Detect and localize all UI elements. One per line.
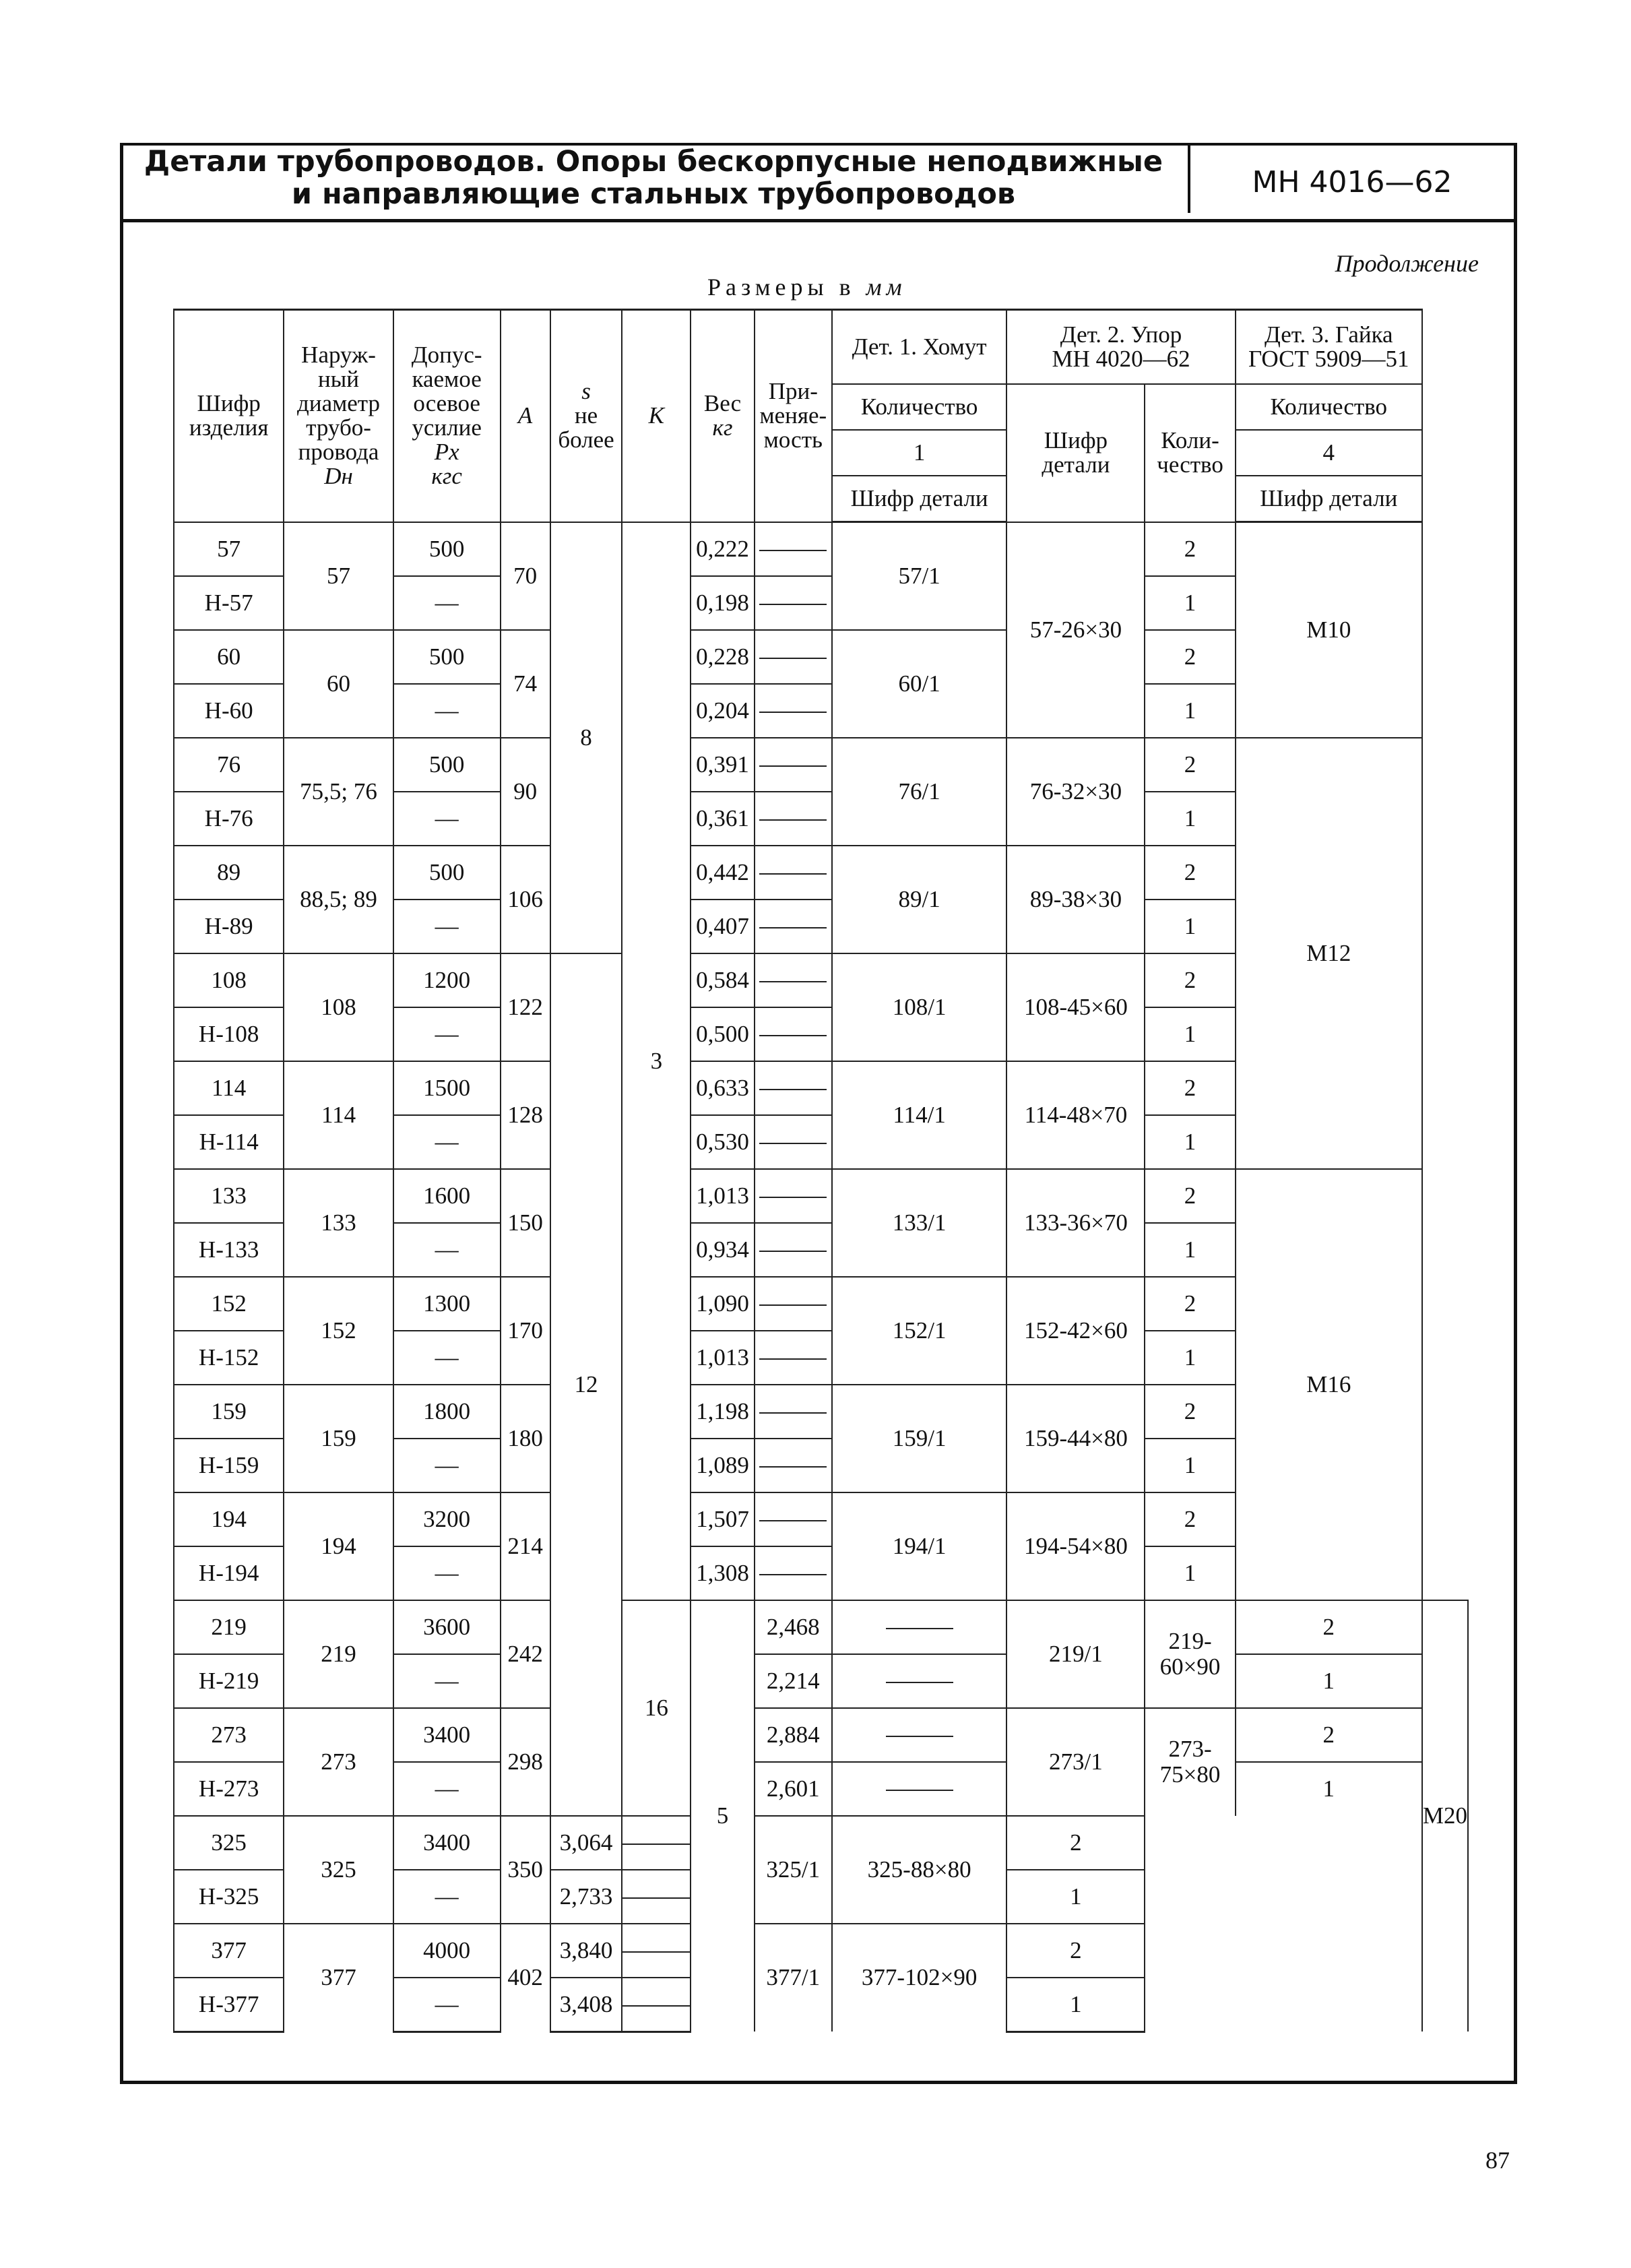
product-code: 273 (174, 1708, 284, 1762)
applicability-dash (759, 1466, 827, 1468)
weight: 3,840 (550, 1924, 622, 1978)
axial-force-dash: — (393, 576, 501, 630)
col-header-diam-label: Наруж-ный диаметр трубо-провода (297, 342, 381, 466)
det1-code: 114/1 (832, 1061, 1007, 1169)
dim-a: 106 (501, 846, 550, 953)
applicability-dash (622, 1844, 690, 1845)
s-value: 12 (550, 953, 622, 1816)
axial-force-dash: — (393, 1115, 501, 1169)
product-code: 377 (174, 1924, 284, 1978)
col-header-applic: При-меняе-мость (755, 310, 832, 522)
dim-a: 170 (501, 1277, 550, 1385)
table-row (174, 738, 1468, 792)
product-code: 108 (174, 953, 284, 1007)
applicability (755, 1385, 832, 1439)
det1-code: 76/1 (832, 738, 1007, 846)
header-row-1 (174, 310, 1468, 385)
dim-a: 122 (501, 953, 550, 1061)
s-value: 8 (550, 522, 622, 953)
dim-a: 70 (501, 522, 550, 630)
applicability-dash (759, 1520, 827, 1521)
weight: 2,884 (755, 1708, 832, 1762)
table-row (174, 522, 1468, 576)
pipe-diameter: 377 (284, 1924, 393, 2032)
dim-a: 90 (501, 738, 550, 846)
weight: 0,633 (691, 1061, 754, 1115)
pipe-diameter: 60 (284, 630, 393, 738)
det1-code: 219/1 (1006, 1600, 1145, 1708)
product-code: 57 (174, 522, 284, 576)
nut-code: М16 (1236, 1169, 1422, 1600)
frame-bottom-border (120, 2081, 1517, 2084)
det3-title-a: Дет. 3. Гайка (1264, 321, 1393, 348)
det1-qty: 1 (832, 430, 1007, 476)
col-header-weight-label: Вес (703, 390, 742, 417)
product-code: 89 (174, 846, 284, 900)
axial-force-dash: — (393, 1007, 501, 1061)
col-header-diam-symbol: Dн (324, 463, 353, 490)
det3-qty: 4 (1236, 430, 1422, 476)
s-value: 16 (622, 1600, 691, 1816)
pipe-diameter: 219 (284, 1600, 393, 1708)
weight-h: 1,308 (691, 1546, 754, 1600)
axial-force: 500 (393, 522, 501, 576)
continuation-label: Продолжение (1335, 250, 1479, 277)
det2-qty: 2 (1236, 1708, 1422, 1762)
det2-qty: 1 (1006, 1978, 1145, 2032)
applicability (755, 953, 832, 1007)
weight: 1,090 (691, 1277, 754, 1331)
applicability-dash (886, 1736, 953, 1737)
product-code-h: Н-57 (174, 576, 284, 630)
applicability-dash (759, 819, 827, 821)
pipe-diameter: 88,5; 89 (284, 846, 393, 953)
det2-qty: 2 (1145, 1169, 1235, 1223)
weight-h: 2,733 (550, 1870, 622, 1924)
product-code: 152 (174, 1277, 284, 1331)
axial-force: 500 (393, 738, 501, 792)
standard-code: МН 4016—62 (1252, 164, 1452, 199)
det2-code: 325-88×80 (832, 1816, 1007, 1924)
pipe-diameter: 114 (284, 1061, 393, 1169)
product-code-h: Н-377 (174, 1978, 284, 2032)
product-code: 325 (174, 1816, 284, 1870)
axial-force: 4000 (393, 1924, 501, 1978)
table-row (174, 1924, 1468, 1978)
det2-code: 76-32×30 (1006, 738, 1145, 846)
pipe-diameter: 75,5; 76 (284, 738, 393, 846)
det1-code: 377/1 (755, 1924, 832, 2032)
det2-code: 377-102×90 (832, 1924, 1007, 2032)
weight: 1,013 (691, 1169, 754, 1223)
applicability-dash (759, 1574, 827, 1575)
applicability-dash (759, 1035, 827, 1036)
applicability (622, 1978, 691, 2032)
applicability (755, 1546, 832, 1600)
det2-qty: 1 (1145, 1546, 1235, 1600)
det1-code: 325/1 (755, 1816, 832, 1924)
weight-h: 1,089 (691, 1439, 754, 1492)
det2-code: 108-45×60 (1006, 953, 1145, 1061)
product-code: 219 (174, 1600, 284, 1654)
det2-code: 219-60×90 (1145, 1600, 1235, 1708)
det1-code: 152/1 (832, 1277, 1007, 1385)
det3-title (1236, 310, 1422, 385)
det2-code-label: Шифр детали (1006, 384, 1145, 522)
applicability-dash (759, 1304, 827, 1306)
frame-left-border (120, 143, 123, 2083)
title-rule (120, 219, 1517, 222)
units-text: Размеры в (707, 274, 856, 301)
product-code-h: Н-152 (174, 1331, 284, 1385)
det1-code: 60/1 (832, 630, 1007, 738)
product-code-h: Н-194 (174, 1546, 284, 1600)
parts-table (173, 309, 1469, 2033)
applicability (755, 1115, 832, 1169)
product-code: 159 (174, 1385, 284, 1439)
pipe-diameter: 325 (284, 1816, 393, 1924)
product-code: 194 (174, 1492, 284, 1546)
applicability-dash (759, 981, 827, 982)
applicability (755, 1223, 832, 1277)
product-code-h: Н-76 (174, 792, 284, 846)
axial-force: 3400 (393, 1816, 501, 1870)
applicability-dash (886, 1682, 953, 1683)
det2-qty: 2 (1145, 1061, 1235, 1115)
dim-a: 242 (501, 1600, 550, 1708)
applicability-dash (759, 1251, 827, 1252)
axial-force: 3600 (393, 1600, 501, 1654)
det2-code: 194-54×80 (1006, 1492, 1145, 1600)
applicability-dash (759, 873, 827, 875)
pipe-diameter: 273 (284, 1708, 393, 1816)
applicability (622, 1870, 691, 1924)
weight-h: 0,407 (691, 900, 754, 953)
applicability (832, 1654, 1007, 1708)
det1-code: 133/1 (832, 1169, 1007, 1277)
det2-code: 159-44×80 (1006, 1385, 1145, 1492)
applicability (755, 576, 832, 630)
col-header-a: A (501, 310, 550, 522)
det2-qty: 1 (1145, 1223, 1235, 1277)
applicability (755, 1277, 832, 1331)
applicability-dash (622, 1951, 690, 1953)
det2-qty: 1 (1145, 1007, 1235, 1061)
det2-qty: 1 (1145, 900, 1235, 953)
applicability (755, 1331, 832, 1385)
applicability (755, 684, 832, 738)
det2-qty: 1 (1145, 792, 1235, 846)
pipe-diameter: 57 (284, 522, 393, 630)
col-header-diam (284, 310, 393, 522)
dim-a: 298 (501, 1708, 550, 1816)
col-header-k: K (622, 310, 691, 522)
applicability-dash (759, 1143, 827, 1144)
applicability-dash (759, 658, 827, 659)
det1-qty-label: Количество (832, 384, 1007, 430)
pipe-diameter: 159 (284, 1385, 393, 1492)
weight: 0,391 (691, 738, 754, 792)
col-header-s-symbol: s (581, 378, 591, 405)
weight-h: 0,934 (691, 1223, 754, 1277)
pipe-diameter: 108 (284, 953, 393, 1061)
det1-code: 57/1 (832, 522, 1007, 630)
weight: 0,442 (691, 846, 754, 900)
det2-title-a: Дет. 2. Упор (1060, 321, 1182, 348)
det2-qty: 1 (1145, 1439, 1235, 1492)
col-header-s (550, 310, 622, 522)
title-line-2: и направляющие стальных трубопроводов (291, 177, 1016, 211)
axial-force-dash: — (393, 1654, 501, 1708)
weight-h: 2,601 (755, 1762, 832, 1816)
applicability (832, 1600, 1007, 1654)
det1-code: 89/1 (832, 846, 1007, 953)
det2-qty-label: Коли-чество (1145, 384, 1235, 522)
col-header-force (393, 310, 501, 522)
table-row (174, 1708, 1468, 1762)
product-code-h: Н-89 (174, 900, 284, 953)
product-code: 76 (174, 738, 284, 792)
weight-h: 2,214 (755, 1654, 832, 1708)
applicability (755, 1439, 832, 1492)
det2-qty: 2 (1145, 953, 1235, 1007)
axial-force-dash: — (393, 900, 501, 953)
table-row (174, 1169, 1468, 1223)
axial-force-dash: — (393, 1331, 501, 1385)
det2-qty: 2 (1145, 1385, 1235, 1439)
det1-code: 273/1 (1006, 1708, 1145, 1816)
col-header-force-symbol: Pх (434, 439, 459, 466)
dim-a: 402 (501, 1924, 550, 2032)
axial-force-dash: — (393, 1223, 501, 1277)
applicability (755, 1492, 832, 1546)
col-header-shifr (174, 310, 284, 522)
weight: 1,507 (691, 1492, 754, 1546)
product-code-h: Н-60 (174, 684, 284, 738)
axial-force: 1200 (393, 953, 501, 1007)
product-code-h: Н-114 (174, 1115, 284, 1169)
nut-code: М12 (1236, 738, 1422, 1169)
product-code: 114 (174, 1061, 284, 1115)
pipe-diameter: 152 (284, 1277, 393, 1385)
det2-qty: 2 (1145, 630, 1235, 684)
table-row (174, 1816, 1468, 1870)
det2-code: 273-75×80 (1145, 1708, 1235, 1816)
applicability-dash (759, 712, 827, 713)
applicability (755, 1169, 832, 1223)
axial-force-dash: — (393, 684, 501, 738)
axial-force-dash: — (393, 1978, 501, 2032)
product-code-h: Н-108 (174, 1007, 284, 1061)
applicability (755, 846, 832, 900)
weight-h: 0,198 (691, 576, 754, 630)
axial-force-dash: — (393, 1870, 501, 1924)
col-header-weight-unit: кг (712, 414, 733, 441)
applicability-dash (622, 2005, 690, 2007)
det2-qty: 1 (1145, 1115, 1235, 1169)
dim-a: 128 (501, 1061, 550, 1169)
col-header-force-unit: кгс (431, 463, 462, 490)
applicability-dash (759, 1197, 827, 1198)
applicability (622, 1816, 691, 1870)
applicability-dash (759, 765, 827, 767)
table-row (174, 1600, 1468, 1654)
title-line-1: Детали трубопроводов. Опоры бескорпусные неподвижные (143, 145, 1163, 179)
det2-qty: 2 (1145, 846, 1235, 900)
det2-code: 152-42×60 (1006, 1277, 1145, 1385)
applicability-dash (759, 550, 827, 551)
det2-qty: 2 (1145, 522, 1235, 576)
applicability-dash (622, 1897, 690, 1899)
weight: 2,468 (755, 1600, 832, 1654)
applicability (755, 1061, 832, 1115)
det2-qty: 2 (1006, 1924, 1145, 1978)
det2-qty: 2 (1145, 1277, 1235, 1331)
det2-code: 57-26×30 (1006, 522, 1145, 738)
weight: 1,198 (691, 1385, 754, 1439)
applicability (832, 1762, 1007, 1816)
axial-force-dash: — (393, 1546, 501, 1600)
page-number: 87 (1485, 2147, 1510, 2174)
dim-a: 350 (501, 1816, 550, 1924)
det2-qty: 2 (1006, 1816, 1145, 1870)
applicability-dash (759, 1358, 827, 1360)
applicability-dash (886, 1790, 953, 1791)
axial-force: 1600 (393, 1169, 501, 1223)
product-code: 133 (174, 1169, 284, 1223)
det1-code: 194/1 (832, 1492, 1007, 1600)
units-mm: мм (866, 274, 907, 301)
det2-qty: 2 (1145, 1492, 1235, 1546)
det2-qty: 1 (1006, 1870, 1145, 1924)
units-label (707, 273, 907, 301)
applicability-dash (759, 1089, 827, 1090)
axial-force: 1500 (393, 1061, 501, 1115)
det2-title-b: МН 4020—62 (1052, 346, 1190, 372)
weight-h: 3,408 (550, 1978, 622, 2032)
col-header-weight (691, 310, 754, 522)
weight-h: 0,500 (691, 1007, 754, 1061)
applicability-dash (759, 604, 827, 605)
k-value: 3 (622, 522, 691, 1600)
axial-force: 1300 (393, 1277, 501, 1331)
nut-code: М20 (1422, 1600, 1468, 2032)
det2-qty: 2 (1145, 738, 1235, 792)
det1-title: Дет. 1. Хомут (832, 310, 1007, 385)
det2-code: 89-38×30 (1006, 846, 1145, 953)
table-body (174, 310, 1468, 2032)
dim-a: 74 (501, 630, 550, 738)
axial-force-dash: — (393, 1762, 501, 1816)
axial-force: 3200 (393, 1492, 501, 1546)
det2-code: 114-48×70 (1006, 1061, 1145, 1169)
weight: 0,228 (691, 630, 754, 684)
col-header-s-note: не более (558, 402, 614, 453)
weight-h: 0,530 (691, 1115, 754, 1169)
det1-code: 159/1 (832, 1385, 1007, 1492)
k-value: 5 (691, 1600, 754, 2032)
applicability (832, 1708, 1007, 1762)
weight: 0,584 (691, 953, 754, 1007)
applicability (755, 900, 832, 953)
pipe-diameter: 194 (284, 1492, 393, 1600)
det2-code: 133-36×70 (1006, 1169, 1145, 1277)
product-code-h: Н-159 (174, 1439, 284, 1492)
det2-qty: 1 (1236, 1654, 1422, 1708)
col-header-shifr-label: Шифр изделия (189, 390, 269, 441)
applicability-dash (759, 927, 827, 928)
weight-h: 1,013 (691, 1331, 754, 1385)
dim-a: 180 (501, 1385, 550, 1492)
product-code-h: Н-325 (174, 1870, 284, 1924)
weight: 0,222 (691, 522, 754, 576)
det3-qty-label: Количество (1236, 384, 1422, 430)
applicability (755, 522, 832, 576)
applicability-dash (759, 1412, 827, 1414)
document-title (128, 146, 1179, 210)
applicability (755, 792, 832, 846)
weight-h: 0,361 (691, 792, 754, 846)
det1-code-label: Шифр детали (832, 476, 1007, 522)
product-code-h: Н-133 (174, 1223, 284, 1277)
col-header-force-label: Допус-каемое осевое усилие (411, 342, 482, 441)
dim-a: 214 (501, 1492, 550, 1600)
axial-force-dash: — (393, 792, 501, 846)
weight-h: 0,204 (691, 684, 754, 738)
applicability (755, 630, 832, 684)
nut-code: М10 (1236, 522, 1422, 738)
det1-code: 108/1 (832, 953, 1007, 1061)
det2-qty: 1 (1236, 1762, 1422, 1816)
det2-title (1006, 310, 1235, 385)
axial-force: 500 (393, 846, 501, 900)
product-code-h: Н-219 (174, 1654, 284, 1708)
det2-qty: 1 (1145, 684, 1235, 738)
dim-a: 150 (501, 1169, 550, 1277)
det3-code-label: Шифр детали (1236, 476, 1422, 522)
product-code: 60 (174, 630, 284, 684)
axial-force: 3400 (393, 1708, 501, 1762)
applicability-dash (886, 1628, 953, 1629)
applicability (755, 738, 832, 792)
det2-qty: 1 (1145, 1331, 1235, 1385)
axial-force: 500 (393, 630, 501, 684)
applicability (622, 1924, 691, 1978)
axial-force-dash: — (393, 1439, 501, 1492)
pipe-diameter: 133 (284, 1169, 393, 1277)
applicability (755, 1007, 832, 1061)
det2-qty: 2 (1236, 1600, 1422, 1654)
axial-force: 1800 (393, 1385, 501, 1439)
det2-qty: 1 (1145, 576, 1235, 630)
weight: 3,064 (550, 1816, 622, 1870)
product-code-h: Н-273 (174, 1762, 284, 1816)
det3-title-b: ГОСТ 5909—51 (1248, 346, 1409, 372)
frame-right-border (1514, 143, 1517, 2083)
